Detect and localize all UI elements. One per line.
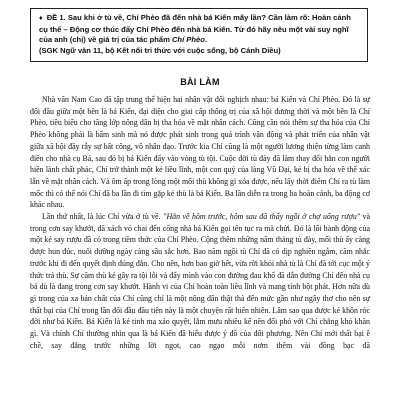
prompt-label: ĐỀ 1. bbox=[46, 13, 66, 22]
paragraph-1: Nhà văn Nam Cao đã tập trung thể hiện hai nhân vật đối nghịch nhau: bá Kiến và Chí Phèo. Đó là sự đối đầu giữa một bên là bá Kiến, đại diện cho giai cấp thống trị của xã hội đương thời và một bên là Chí Phèo, tiêu biểu cho tầng lớp nông dân bị tha hóa về mặt nhân cách. Cũng cần nói thêm sự tha hóa của Chí Phèo không phải là bẩm sinh mà nó được phát sinh trong quá trình vận động và phát triển của nhân vật giữa xã hội đầy rẫy sự bất công, vô nhân đạo. Trước kia Chí cũng là một người lương thiện từng làm canh điền cho nhà cụ Bá, sau đó bị bá Kiến đẩy vào vòng tù tội. Cuộc đời tù đày đã làm thay đổi hẳn con người hiền lành chất phác, Chí trở thành một kẻ liều lĩnh, một con quỷ của làng Vũ Đại, kẻ bị tha hóa về thể xác lẫn về mặt nhân cách. Và ôm ấp trong lòng một mối thù không gì xóa được, nếu lấy thời điểm Chí ra tù làm mốc thì có thể nói Chí đã ba lần đi tìm gặp kẻ thù là bá Kiến. Ba lần diễn ra trong ba hoàn cảnh, ba động cơ khác nhau. bbox=[30, 95, 370, 210]
diamond-bullet-icon: ♦ bbox=[39, 15, 43, 22]
paragraph-2 bbox=[30, 211, 370, 351]
prompt-text-end: . bbox=[204, 35, 207, 45]
essay-prompt-box bbox=[30, 8, 368, 62]
prompt-text: Sau khi ở tù về, Chí Phèo đã đến nhà bá Kiến mấy lần? Cần làm rõ: Hoàn cảnh cụ thể – Động cơ thúc đẩy Chí Phèo đến nhà bá Kiến. Từ đó hãy nêu một vài suy nghĩ của anh (chị) về giá trị của tác phẩm bbox=[39, 13, 351, 45]
prompt-source: (SGK Ngữ văn 11, bộ Kết nối tri thức với cuộc sống, bộ Cánh Diều) bbox=[39, 45, 281, 55]
paragraph-2-body: và trong cơn say khướt, đã xách vỏ chai đến cổng nhà bá Kiến gọi tên tục ra mà chửi. Đó là lối hành động của một kẻ say rượu đã có trong tiềm thức của Chí Phèo. Cộng thêm những năm tháng tù đày, mối thù ấy càng được hun đúc, nuôi dưỡng ngày càng sâu sắc hơn. Bao năm ngồi tù Chí đã có dịp nghiền ngẫm, căm nhắc trước khi đi đến quyết định đúng đắn. Cho nên, hơn bao giờ hết, vừa rời khỏi nhà tù là Chí đã tới cục một ý thức trả thù. Sự căm thù kẻ gây ra tội lỗi và đẩy mình vào con đường đau khổ đã dẫn đường Chí đến nhà cụ bá dù là đang trong cơn say khướt. Hành vi của Chí hoàn toàn liều lĩnh và mang tính bột phát. Hơn nữa dù gì trong của xa bản chất của Chí cũng chỉ là một nông dân thật thà đến mức gần như ngây thơ cho nên sự thất bại của Chí trong lần đối đầu đầu tiên này là một chuyện rất hiển nhiên. Lâm sao qua được kẻ khôn róc đời như bá Kiến. Bá Kiến là kẻ tinh ma xảo quyệt, lắm mưu nhiều kế nên đối phó với Chí chẳng khó khăn gì. Và chính Chí thường nhìn qua là bá Kiến đã hiểu được ý đồ của đối phương. Nên Chí mới thất bại ê chề, say đắng trước những lời ngọt, cao ngạo mỗi nơm thêm vài đồng bạc đã bbox=[30, 212, 370, 350]
paragraph-2-quote: "Hắn về hôm trước, hôm sau đã thấy ngồi ở chợ uống rượu" bbox=[163, 212, 361, 222]
paragraph-2-intro: Lần thứ nhất, là lúc Chí vừa ở tù về. bbox=[42, 212, 164, 222]
prompt-work-title: Chí Phèo bbox=[171, 35, 205, 45]
essay-body bbox=[30, 94, 370, 351]
section-title: BÀI LÀM bbox=[180, 77, 220, 87]
